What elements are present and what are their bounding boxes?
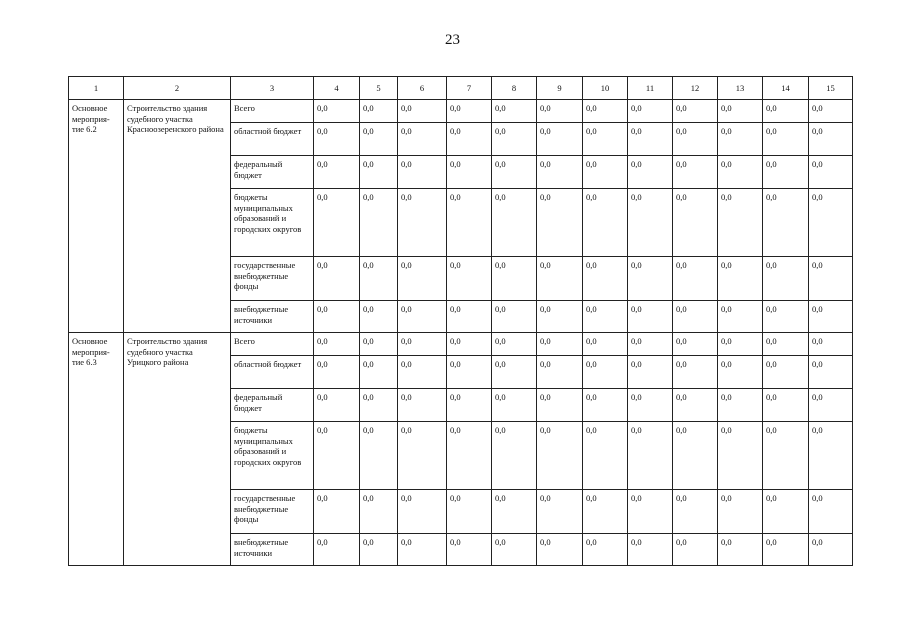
value-cell: 0,0	[537, 100, 583, 123]
value-cell: 0,0	[809, 156, 853, 189]
value-cell: 0,0	[398, 123, 447, 156]
header-cell: 3	[231, 77, 314, 100]
value-cell: 0,0	[492, 257, 537, 301]
value-cell: 0,0	[492, 123, 537, 156]
value-cell: 0,0	[628, 301, 673, 333]
table-row	[69, 333, 853, 356]
value-cell: 0,0	[360, 123, 398, 156]
funding-source-cell: Всего	[231, 100, 314, 123]
value-cell: 0,0	[628, 333, 673, 356]
value-cell: 0,0	[628, 123, 673, 156]
value-cell: 0,0	[447, 333, 492, 356]
value-cell: 0,0	[583, 389, 628, 422]
value-cell: 0,0	[447, 156, 492, 189]
value-cell: 0,0	[492, 490, 537, 534]
value-cell: 0,0	[537, 422, 583, 490]
header-cell: 15	[809, 77, 853, 100]
value-cell: 0,0	[537, 156, 583, 189]
value-cell: 0,0	[809, 389, 853, 422]
header-cell: 6	[398, 77, 447, 100]
value-cell: 0,0	[537, 257, 583, 301]
value-cell: 0,0	[628, 100, 673, 123]
measure-cell: Основное мероприя-тие 6.3	[69, 333, 124, 566]
value-cell: 0,0	[537, 333, 583, 356]
value-cell: 0,0	[314, 257, 360, 301]
value-cell: 0,0	[673, 301, 718, 333]
value-cell: 0,0	[314, 490, 360, 534]
value-cell: 0,0	[809, 422, 853, 490]
header-cell: 11	[628, 77, 673, 100]
value-cell: 0,0	[447, 257, 492, 301]
value-cell: 0,0	[628, 356, 673, 389]
funding-source-cell: внебюджетные источники	[231, 534, 314, 566]
value-cell: 0,0	[628, 189, 673, 257]
header-row	[69, 77, 853, 100]
value-cell: 0,0	[447, 356, 492, 389]
value-cell: 0,0	[398, 156, 447, 189]
funding-source-cell: областной бюджет	[231, 123, 314, 156]
value-cell: 0,0	[809, 490, 853, 534]
value-cell: 0,0	[398, 389, 447, 422]
header-cell: 12	[673, 77, 718, 100]
value-cell: 0,0	[673, 389, 718, 422]
value-cell: 0,0	[673, 123, 718, 156]
value-cell: 0,0	[718, 389, 763, 422]
header-cell: 1	[69, 77, 124, 100]
value-cell: 0,0	[763, 534, 809, 566]
value-cell: 0,0	[809, 356, 853, 389]
value-cell: 0,0	[360, 100, 398, 123]
value-cell: 0,0	[398, 301, 447, 333]
value-cell: 0,0	[809, 123, 853, 156]
value-cell: 0,0	[447, 189, 492, 257]
funding-source-cell: государственные внебюджетные фонды	[231, 257, 314, 301]
value-cell: 0,0	[763, 422, 809, 490]
funding-source-cell: федеральный бюджет	[231, 389, 314, 422]
value-cell: 0,0	[492, 534, 537, 566]
value-cell: 0,0	[537, 123, 583, 156]
funding-source-cell: внебюджетные источники	[231, 301, 314, 333]
value-cell: 0,0	[583, 356, 628, 389]
funding-source-cell: федеральный бюджет	[231, 156, 314, 189]
value-cell: 0,0	[763, 301, 809, 333]
value-cell: 0,0	[718, 189, 763, 257]
value-cell: 0,0	[809, 257, 853, 301]
value-cell: 0,0	[583, 490, 628, 534]
value-cell: 0,0	[492, 422, 537, 490]
value-cell: 0,0	[718, 422, 763, 490]
description-cell: Строительство здания судебного участка Красноозеренского района	[124, 100, 231, 333]
value-cell: 0,0	[398, 257, 447, 301]
funding-source-cell: бюджеты муниципальных образований и городских округов	[231, 189, 314, 257]
value-cell: 0,0	[628, 389, 673, 422]
value-cell: 0,0	[673, 422, 718, 490]
value-cell: 0,0	[314, 100, 360, 123]
description-cell: Строительство здания судебного участка Урицкого района	[124, 333, 231, 566]
value-cell: 0,0	[673, 100, 718, 123]
value-cell: 0,0	[398, 100, 447, 123]
value-cell: 0,0	[360, 257, 398, 301]
value-cell: 0,0	[537, 356, 583, 389]
budget-table	[68, 76, 853, 566]
value-cell: 0,0	[628, 490, 673, 534]
measure-cell: Основное мероприя-тие 6.2	[69, 100, 124, 333]
value-cell: 0,0	[360, 534, 398, 566]
value-cell: 0,0	[583, 534, 628, 566]
header-cell: 14	[763, 77, 809, 100]
value-cell: 0,0	[447, 534, 492, 566]
value-cell: 0,0	[583, 100, 628, 123]
value-cell: 0,0	[718, 100, 763, 123]
value-cell: 0,0	[537, 301, 583, 333]
value-cell: 0,0	[492, 333, 537, 356]
value-cell: 0,0	[673, 490, 718, 534]
funding-source-cell: областной бюджет	[231, 356, 314, 389]
value-cell: 0,0	[360, 422, 398, 490]
value-cell: 0,0	[718, 356, 763, 389]
value-cell: 0,0	[398, 490, 447, 534]
value-cell: 0,0	[447, 389, 492, 422]
value-cell: 0,0	[492, 389, 537, 422]
value-cell: 0,0	[763, 333, 809, 356]
value-cell: 0,0	[314, 356, 360, 389]
header-cell: 13	[718, 77, 763, 100]
value-cell: 0,0	[537, 389, 583, 422]
value-cell: 0,0	[809, 301, 853, 333]
value-cell: 0,0	[673, 333, 718, 356]
value-cell: 0,0	[673, 356, 718, 389]
value-cell: 0,0	[398, 356, 447, 389]
value-cell: 0,0	[809, 333, 853, 356]
value-cell: 0,0	[360, 389, 398, 422]
value-cell: 0,0	[583, 156, 628, 189]
value-cell: 0,0	[314, 156, 360, 189]
value-cell: 0,0	[398, 422, 447, 490]
value-cell: 0,0	[398, 534, 447, 566]
value-cell: 0,0	[360, 301, 398, 333]
value-cell: 0,0	[492, 189, 537, 257]
value-cell: 0,0	[763, 389, 809, 422]
value-cell: 0,0	[673, 257, 718, 301]
value-cell: 0,0	[360, 189, 398, 257]
value-cell: 0,0	[718, 490, 763, 534]
value-cell: 0,0	[398, 333, 447, 356]
value-cell: 0,0	[763, 100, 809, 123]
value-cell: 0,0	[314, 534, 360, 566]
value-cell: 0,0	[314, 333, 360, 356]
value-cell: 0,0	[673, 189, 718, 257]
value-cell: 0,0	[314, 389, 360, 422]
funding-source-cell: Всего	[231, 333, 314, 356]
value-cell: 0,0	[447, 490, 492, 534]
value-cell: 0,0	[809, 534, 853, 566]
header-cell: 10	[583, 77, 628, 100]
value-cell: 0,0	[763, 490, 809, 534]
value-cell: 0,0	[583, 301, 628, 333]
value-cell: 0,0	[447, 301, 492, 333]
value-cell: 0,0	[718, 257, 763, 301]
value-cell: 0,0	[763, 189, 809, 257]
value-cell: 0,0	[628, 156, 673, 189]
header-cell: 7	[447, 77, 492, 100]
value-cell: 0,0	[583, 422, 628, 490]
value-cell: 0,0	[492, 156, 537, 189]
value-cell: 0,0	[537, 490, 583, 534]
value-cell: 0,0	[398, 189, 447, 257]
value-cell: 0,0	[718, 534, 763, 566]
funding-source-cell: государственные внебюджетные фонды	[231, 490, 314, 534]
value-cell: 0,0	[763, 123, 809, 156]
table-row	[69, 100, 853, 123]
value-cell: 0,0	[583, 189, 628, 257]
value-cell: 0,0	[492, 356, 537, 389]
value-cell: 0,0	[360, 333, 398, 356]
funding-source-cell: бюджеты муниципальных образований и городских округов	[231, 422, 314, 490]
value-cell: 0,0	[763, 356, 809, 389]
header-cell: 5	[360, 77, 398, 100]
value-cell: 0,0	[763, 156, 809, 189]
value-cell: 0,0	[537, 189, 583, 257]
value-cell: 0,0	[314, 301, 360, 333]
value-cell: 0,0	[583, 123, 628, 156]
value-cell: 0,0	[809, 100, 853, 123]
value-cell: 0,0	[718, 156, 763, 189]
value-cell: 0,0	[673, 534, 718, 566]
value-cell: 0,0	[583, 333, 628, 356]
header-cell: 8	[492, 77, 537, 100]
value-cell: 0,0	[314, 422, 360, 490]
value-cell: 0,0	[360, 356, 398, 389]
value-cell: 0,0	[492, 301, 537, 333]
value-cell: 0,0	[537, 534, 583, 566]
value-cell: 0,0	[718, 301, 763, 333]
value-cell: 0,0	[447, 123, 492, 156]
value-cell: 0,0	[314, 123, 360, 156]
value-cell: 0,0	[447, 100, 492, 123]
header-cell: 9	[537, 77, 583, 100]
header-cell: 4	[314, 77, 360, 100]
value-cell: 0,0	[583, 257, 628, 301]
value-cell: 0,0	[718, 123, 763, 156]
value-cell: 0,0	[673, 156, 718, 189]
value-cell: 0,0	[360, 490, 398, 534]
value-cell: 0,0	[628, 534, 673, 566]
header-cell: 2	[124, 77, 231, 100]
page-number: 23	[445, 32, 460, 48]
value-cell: 0,0	[628, 422, 673, 490]
value-cell: 0,0	[628, 257, 673, 301]
value-cell: 0,0	[809, 189, 853, 257]
value-cell: 0,0	[360, 156, 398, 189]
value-cell: 0,0	[314, 189, 360, 257]
value-cell: 0,0	[718, 333, 763, 356]
value-cell: 0,0	[763, 257, 809, 301]
value-cell: 0,0	[492, 100, 537, 123]
value-cell: 0,0	[447, 422, 492, 490]
